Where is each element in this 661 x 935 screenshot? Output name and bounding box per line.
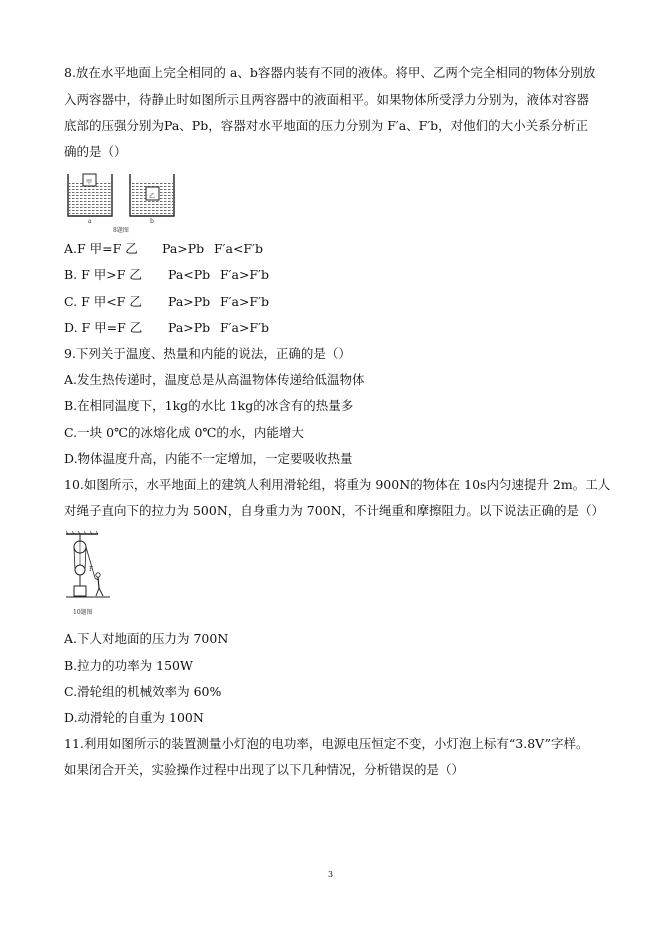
q8-option-b-ground-force: F′a>F′b (220, 267, 269, 282)
page-number: 3 (327, 870, 334, 879)
q8-stem-line-2: 入两容器中，待静止时如图所示且两容器中的液面相平。如果物体所受浮力分别为，液体对容器 (64, 92, 590, 107)
q9-option-b: B.在相同温度下，1kg的水比 1kg的冰含有的热量多 (64, 398, 354, 413)
q8-option-c-pressure: Pa>Pb (168, 294, 211, 309)
q8-option-a (64, 240, 263, 258)
q8-option-d-pressure: Pa>Pb (168, 320, 211, 335)
q9-stem: 9.下列关于温度、热量和内能的说法，正确的是（） (64, 346, 351, 361)
q10-stem-line-2: 对绳子直向下的拉力为 500N，自身重力为 700N，不计绳重和摩擦阻力。以下说法正确的是（） (64, 503, 605, 518)
label-a: a (88, 218, 92, 225)
q8-option-a-pressure: Pa>Pb (162, 241, 205, 256)
q11-stem-line-2: 如果闭合开关，实验操作过程中出现了以下几种情况，分析错误的是（） (64, 762, 465, 777)
q8-option-a-ground-force: F′a<F′b (214, 241, 263, 256)
q8-option-b (64, 266, 269, 284)
label-f: F (89, 566, 94, 573)
worker-figure (95, 573, 103, 596)
q10-option-d: D.动滑轮的自重为 100N (64, 710, 204, 725)
q8-option-b-pressure: Pa<Pb (168, 267, 211, 282)
q8-option-d-force: D. F 甲=F 乙 (64, 320, 143, 335)
q10-figure-caption: 10题图 (73, 609, 93, 616)
q8-option-b-force: B. F 甲>F 乙 (64, 267, 142, 282)
label-yi: 乙 (149, 193, 156, 200)
q10-option-b: B.拉力的功率为 150W (64, 658, 193, 673)
q11-stem-line-1: 11.利用如图所示的装置测量小灯泡的电功率，电源电压恒定不变，小灯泡上标有“3.8V”字样。 (64, 736, 589, 751)
label-jia: 甲 (86, 179, 93, 186)
q10-figure (64, 530, 114, 620)
q8-option-c-ground-force: F′a>F′b (220, 294, 269, 309)
q8-option-d (64, 319, 269, 337)
movable-pulley (75, 565, 85, 575)
q9-option-c: C.一块 0℃的冰熔化成 0℃的水，内能增大 (64, 425, 304, 440)
q10-stem-line-1: 10.如图所示，水平地面上的建筑人利用滑轮组，将重为 900N的物体在 10s内匀速提升 2m。工人 (64, 477, 611, 492)
q8-option-a-force: A.F 甲=F 乙 (64, 241, 138, 256)
q9-option-d: D.物体温度升高，内能不一定增加，一定要吸收热量 (64, 451, 353, 466)
q8-option-d-ground-force: F′a>F′b (220, 320, 269, 335)
q9-option-a: A.发生热传递时，温度总是从高温物体传递给低温物体 (64, 372, 365, 387)
q8-figure (64, 170, 184, 232)
q8-option-c-force: C. F 甲<F 乙 (64, 294, 142, 309)
q8-stem-line-4: 确的是（） (64, 144, 127, 159)
load-block (74, 586, 86, 596)
q10-option-c: C.滑轮组的机械效率为 60% (64, 684, 222, 699)
q8-containers-diagram (64, 170, 184, 232)
ceiling (66, 531, 98, 534)
q10-option-a: A.下人对地面的压力为 700N (64, 631, 229, 646)
label-b: b (150, 218, 154, 225)
q8-stem-line-1: 8.放在水平地面上完全相同的 a、b容器内装有不同的液体。将甲、乙两个完全相同的物体分别放 (64, 65, 596, 80)
q8-option-c (64, 293, 269, 311)
q8-stem-line-3: 底部的压强分别为Pa、Pb，容器对水平地面的压力分别为 F′a、F′b，对他们的大小关系分析正 (64, 118, 589, 133)
q8-figure-caption: 8题图 (113, 227, 129, 234)
